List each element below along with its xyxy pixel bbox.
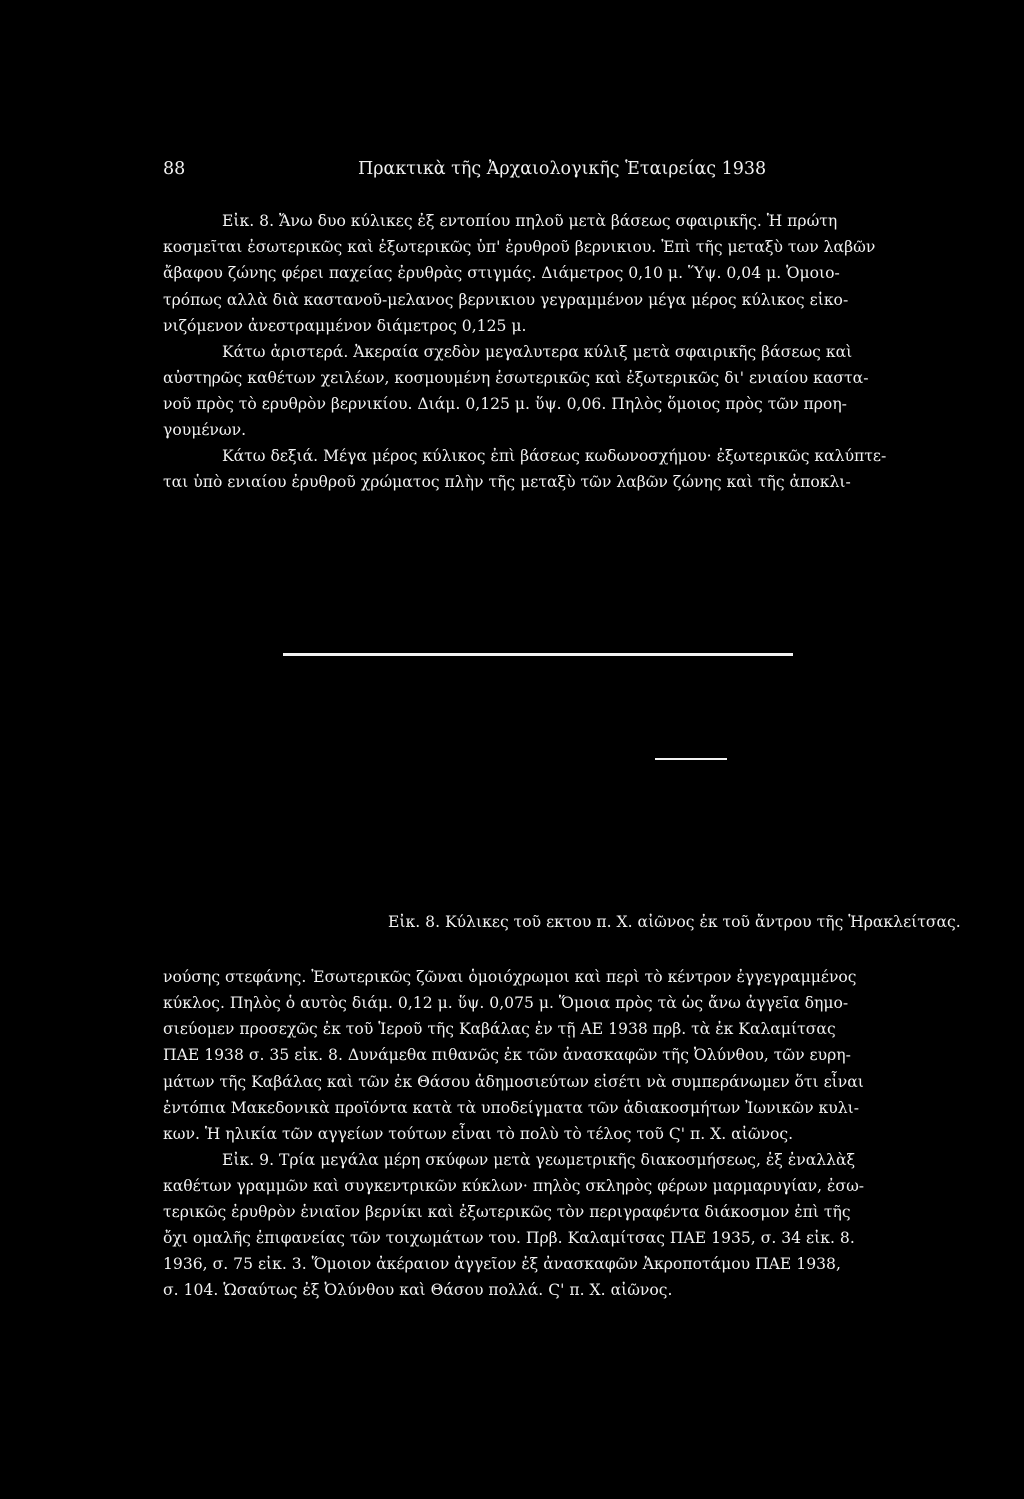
text-line: Εἰκ. 9. Τρία μεγάλα μέρη σκύφων μετὰ γεωμετρικῆς διακοσμήσεως, ἐξ ἐναλλὰξ: [222, 1151, 856, 1169]
text-line: σ. 104. Ὡσαύτως ἐξ Ὀλύνθου καὶ Θάσου πολλά. Ϛ' π. Χ. αἰῶνος.: [163, 1281, 673, 1299]
text-line: ἄβαφου ζώνης φέρει παχείας ἐρυθρὰς στιγμάς. Διάμετρος 0,10 μ. Ὕψ. 0,04 μ. Ὁμοιο-: [163, 264, 840, 282]
text-line: τρόπως αλλὰ διὰ καστανοῦ-μελανος βερνικιου γεγραμμένον μέγα μέρος κύλικος εἰκο-: [163, 291, 849, 309]
text-line: νιζόμενον ἀνεστραμμένον διάμετρος 0,125 μ.: [163, 317, 527, 335]
text-line: κων. Ἡ ηλικία τῶν αγγείων τούτων εἶναι τὸ πολὺ τὸ τέλος τοῦ Ϛ' π. Χ. αἰῶνος.: [163, 1125, 794, 1143]
text-line: καθέτων γραμμῶν καὶ συγκεντρικῶν κύκλων· πηλὸς σκληρὸς φέρων μαρμαρυγίαν, ἐσω-: [163, 1177, 865, 1195]
text-line: ὄχι ομαλῆς ἐπιφανείας τῶν τοιχωμάτων του. Πρβ. Καλαμίτσας ΠΑΕ 1935, σ. 34 εἰκ. 8.: [163, 1229, 855, 1247]
figure-caption: Εἰκ. 8. Κύλικες τοῦ εκτου π. Χ. αἰῶνος ἐκ τοῦ ἄντρου τῆς Ἡρακλείτσας.: [388, 913, 961, 931]
text-line: γουμένων.: [163, 421, 247, 439]
text-line: νούσης στεφάνης. Ἐσωτερικῶς ζῶναι ὁμοιόχρωμοι καὶ περὶ τὸ κέντρον ἐγγεγραμμένος: [163, 968, 857, 986]
text-line: Κάτω δεξιά. Μέγα μέρος κύλικος ἐπὶ βάσεως κωδωνοσχήμου· ἐξωτερικῶς καλύπτε-: [222, 447, 887, 465]
text-line: ΠΑΕ 1938 σ. 35 εἰκ. 8. Δυνάμεθα πιθανῶς ἐκ τῶν ἀνασκαφῶν τῆς Ὀλύνθου, τῶν ευρη-: [163, 1046, 851, 1064]
text-line: σιεύομεν προσεχῶς ἐκ τοῦ Ἱεροῦ τῆς Καβάλας ἐν τῇ ΑΕ 1938 πρβ. τὰ ἐκ Καλαμίτσας: [163, 1020, 836, 1038]
text-line: κοσμεῖται ἐσωτερικῶς καὶ ἐξωτερικῶς ὑπ' ἐρυθροῦ βερνικιου. Ἐπὶ τῆς μεταξὺ των λαβῶν: [163, 238, 876, 256]
text-line: 1936, σ. 75 εἰκ. 3. Ὅμοιον ἀκέραιον ἀγγεῖον ἐξ ἀνασκαφῶν Ἀκροποτάμου ΠΑΕ 1938,: [163, 1255, 841, 1273]
text-line: Εἰκ. 8. Ἄνω δυο κύλικες ἐξ εντοπίου πηλοῦ μετὰ βάσεως σφαιρικῆς. Ἡ πρώτη: [222, 212, 838, 230]
text-line: ἐντόπια Μακεδονικὰ προϊόντα κατὰ τὰ υποδείγματα τῶν ἀδιακοσμήτων Ἰωνικῶν κυλι-: [163, 1099, 860, 1117]
page-header: [163, 154, 803, 184]
text-line: κύκλος. Πηλὸς ὁ αυτὸς διάμ. 0,12 μ. ὕψ. 0,075 μ. Ὅμοια πρὸς τὰ ὡς ἄνω ἀγγεῖα δημο-: [163, 994, 849, 1012]
plate-top-edge: [283, 653, 793, 656]
text-line: μάτων τῆς Καβάλας καὶ τῶν ἐκ Θάσου ἀδημοσιεύτων εἰσέτι νὰ συμπεράνωμεν ὅτι εἶναι: [163, 1073, 864, 1091]
text-line: Κάτω ἀριστερά. Ἀκεραία σχεδὸν μεγαλυτερα κύλιξ μετὰ σφαιρικῆς βάσεως καὶ: [222, 343, 853, 361]
running-title: Πρακτικὰ τῆς Ἀρχαιολογικῆς Ἑταιρείας 1938: [358, 159, 767, 179]
text-line: ται ὑπὸ ενιαίου ἐρυθροῦ χρώματος πλὴν τῆς μεταξὺ τῶν λαβῶν ζώνης καὶ τῆς ἀποκλι-: [163, 473, 851, 491]
plate-fragment-mark: [655, 758, 727, 760]
text-line: αὐστηρῶς καθέτων χειλέων, κοσμουμένη ἐσωτερικῶς καὶ ἐξωτερικῶς δι' ενιαίου καστα-: [163, 369, 869, 387]
text-line: τερικῶς ἐρυθρὸν ἑνιαῖον βερνίκι καὶ ἐξωτερικῶς τὸν περιγραφέντα διάκοσμον ἐπὶ τῆς: [163, 1203, 851, 1221]
page-number: 88: [163, 159, 186, 179]
text-line: νοῦ πρὸς τὸ ερυθρὸν βερνικίου. Διάμ. 0,125 μ. ὕψ. 0,06. Πηλὸς ὅμοιος πρὸς τῶν προη-: [163, 395, 847, 413]
